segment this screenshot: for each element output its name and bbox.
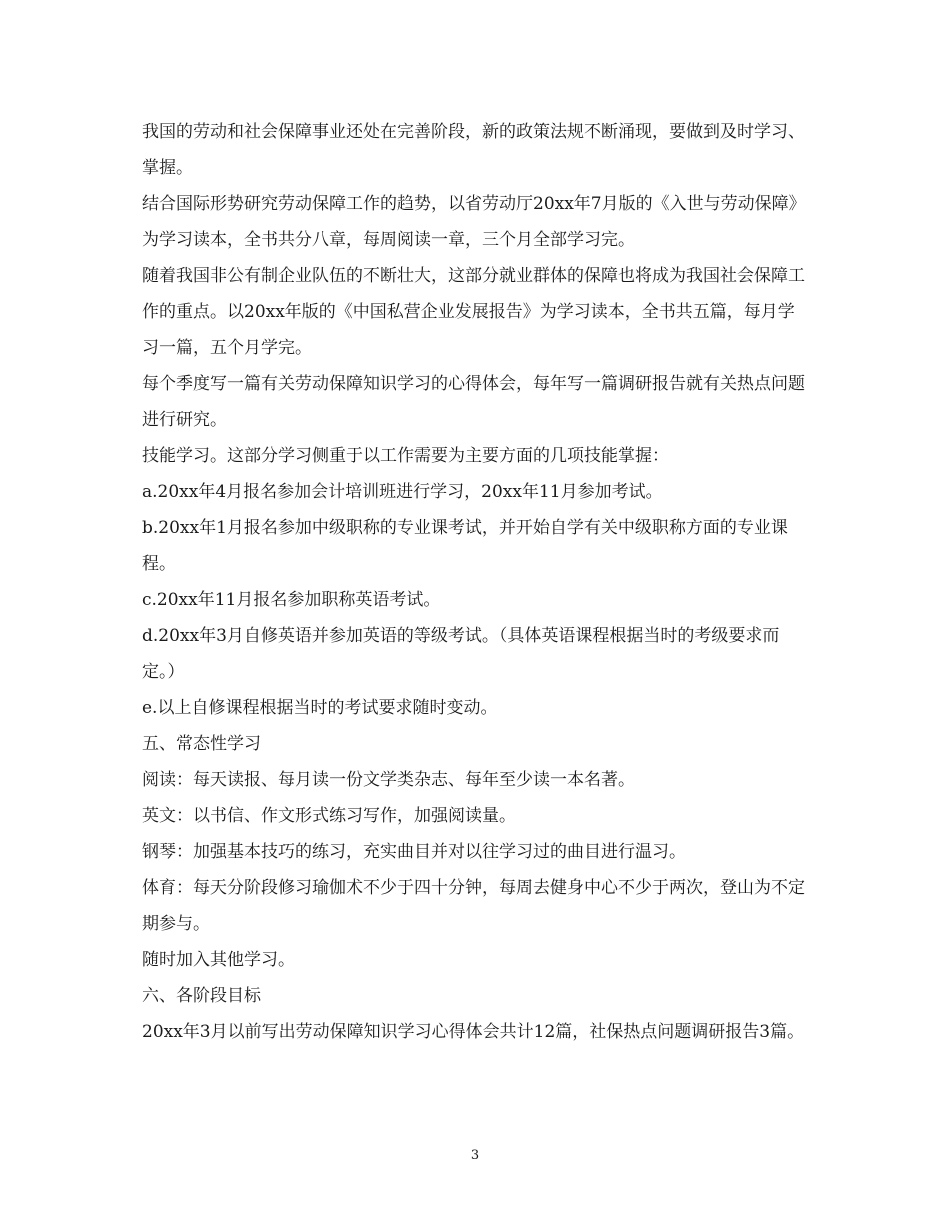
list-item-title-english: c.20xx年11月报名参加职称英语考试。 (142, 590, 441, 610)
section-heading-routine-study: 五、常态性学习 (142, 734, 261, 754)
paragraph-wto-labor-book: 结合国际形势研究劳动保障工作的趋势，以省劳动厅20xx年7月版的《入世与劳动保障》为学习读本，全书共分八章，每周阅读一章，三个月全部学习完。 (142, 194, 806, 250)
paragraph-reports: 每个季度写一篇有关劳动保障知识学习的心得体会，每年写一篇调研报告就有关热点问题进行研究。 (142, 374, 805, 430)
paragraph-other-study: 随时加入其他学习。 (142, 950, 295, 970)
paragraph-private-enterprise-book: 随着我国非公有制企业队伍的不断壮大，这部分就业群体的保障也将成为我国社会保障工作的重点。以20xx年版的《中国私营企业发展报告》为学习读本，全书共五篇，每月学习一篇，五个月学完。 (142, 266, 805, 358)
paragraph-goal-march: 20xx年3月以前写出劳动保障知识学习心得体会共计12篇，社保热点问题调研报告3篇。 (142, 1022, 805, 1042)
paragraph-policy-study: 我国的劳动和社会保障事业还处在完善阶段，新的政策法规不断涌现，要做到及时学习、掌握。 (142, 122, 805, 178)
document-body (142, 114, 808, 1050)
paragraph-english: 英文：以书信、作文形式练习写作，加强阅读量。 (142, 806, 516, 826)
section-heading-stage-goals: 六、各阶段目标 (142, 986, 261, 1006)
paragraph-skills-intro: 技能学习。这部分学习侧重于以工作需要为主要方面的几项技能掌握： (142, 446, 669, 466)
list-item-intermediate-title: b.20xx年1月报名参加中级职称的专业课考试，并开始自学有关中级职称方面的专业课程。 (142, 518, 788, 574)
list-item-course-changes: e.以上自修课程根据当时的考试要求随时变动。 (142, 698, 498, 718)
paragraph-piano: 钢琴：加强基本技巧的练习，充实曲目并对以往学习过的曲目进行温习。 (142, 842, 686, 862)
list-item-english-level: d.20xx年3月自修英语并参加英语的等级考试。（具体英语课程根据当时的考级要求而定。） (142, 626, 780, 682)
page-number: 3 (470, 1148, 480, 1163)
paragraph-sports: 体育：每天分阶段修习瑜伽术不少于四十分钟，每周去健身中心不少于两次，登山为不定期参与。 (142, 878, 805, 934)
list-item-accounting: a.20xx年4月报名参加会计培训班进行学习，20xx年11月参加考试。 (142, 482, 663, 502)
paragraph-reading: 阅读：每天读报、每月读一份文学类杂志、每年至少读一本名著。 (142, 770, 635, 790)
